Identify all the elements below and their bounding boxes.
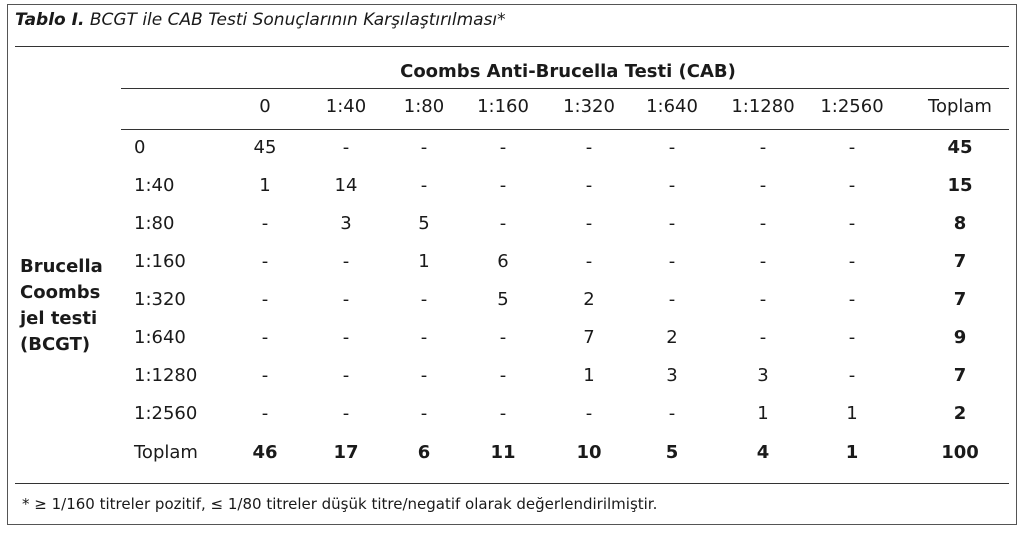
table-cell: - <box>668 403 676 424</box>
grand-total-cell: 100 <box>941 442 979 463</box>
table-cell: - <box>420 327 428 348</box>
row-label: 1:1280 <box>134 365 198 386</box>
table-cell: 3 <box>757 365 769 386</box>
table-cell: 6 <box>497 251 509 272</box>
row-label: 1:2560 <box>134 403 198 424</box>
row-total-cell: 7 <box>953 251 967 272</box>
column-total-cell: 11 <box>490 442 516 463</box>
table-cell: - <box>668 289 676 310</box>
side-label-line: jel testi <box>20 308 98 329</box>
table-cell: - <box>420 403 428 424</box>
row-total-cell: 7 <box>953 365 967 386</box>
table-cell: - <box>848 251 856 272</box>
table-cell: - <box>342 289 350 310</box>
table-cell: - <box>668 137 676 158</box>
table-cell: - <box>342 251 350 272</box>
column-header: 1:320 <box>563 96 615 117</box>
column-header: 1:40 <box>325 96 367 117</box>
column-header: 1:160 <box>477 96 529 117</box>
table-cell: - <box>759 137 767 158</box>
table-cell: - <box>499 137 507 158</box>
table-cell: - <box>668 175 676 196</box>
table-cell: 45 <box>253 137 277 158</box>
row-label: 0 <box>134 137 146 158</box>
table-cell: 3 <box>340 213 352 234</box>
row-label: 1:320 <box>134 289 186 310</box>
column-total-cell: 1 <box>845 442 859 463</box>
table-cell: - <box>342 365 350 386</box>
table-cell: - <box>261 213 269 234</box>
row-label: 1:40 <box>134 175 175 196</box>
table-cell: - <box>585 403 593 424</box>
table-cell: 1 <box>846 403 858 424</box>
row-total-cell: 2 <box>953 403 967 424</box>
table-cell: - <box>848 137 856 158</box>
column-total-cell: 17 <box>333 442 359 463</box>
table-cell: 1 <box>583 365 595 386</box>
table-cell: - <box>499 365 507 386</box>
table-cell: - <box>848 365 856 386</box>
table-cell: - <box>848 289 856 310</box>
table-cell: - <box>261 327 269 348</box>
table-cell: - <box>261 251 269 272</box>
table-cell: - <box>759 289 767 310</box>
table-cell: - <box>342 137 350 158</box>
column-header: 1:2560 <box>820 96 884 117</box>
table-cell: 2 <box>666 327 678 348</box>
side-label-line: (BCGT) <box>20 334 91 355</box>
table-cell: - <box>848 175 856 196</box>
column-header: 1:1280 <box>731 96 795 117</box>
table-cell: - <box>499 175 507 196</box>
table-cell: - <box>759 327 767 348</box>
table-cell: 1 <box>259 175 271 196</box>
table-cell: - <box>759 251 767 272</box>
column-total-cell: 10 <box>576 442 602 463</box>
column-total-cell: 46 <box>252 442 278 463</box>
table-cell: - <box>848 327 856 348</box>
table-cell: - <box>420 175 428 196</box>
table-cell: 3 <box>666 365 678 386</box>
table-cell: - <box>342 403 350 424</box>
column-total-cell: 5 <box>665 442 679 463</box>
totals-row-label: Toplam <box>134 442 198 463</box>
caption-text: BCGT ile CAB Testi Sonuçlarının Karşılaştırılması* <box>89 10 506 30</box>
table-cell: - <box>585 175 593 196</box>
table-cell: 1 <box>418 251 430 272</box>
column-header: 0 <box>259 96 271 117</box>
cab-group-header: Coombs Anti-Brucella Testi (CAB) <box>400 61 736 82</box>
row-label: 1:80 <box>134 213 175 234</box>
table-cell: - <box>342 327 350 348</box>
table-caption <box>15 10 506 30</box>
table-cell: 1 <box>757 403 769 424</box>
row-total-cell: 9 <box>953 327 967 348</box>
caption-rule <box>15 46 1009 47</box>
table-cell: - <box>668 251 676 272</box>
table-cell: - <box>759 175 767 196</box>
table-cell: - <box>261 403 269 424</box>
table-cell: - <box>420 365 428 386</box>
table-cell: - <box>585 251 593 272</box>
column-total-cell: 6 <box>417 442 431 463</box>
table-cell: - <box>420 289 428 310</box>
table-cell: 14 <box>334 175 358 196</box>
row-total-cell: 8 <box>953 213 967 234</box>
caption-label: Tablo I. <box>15 10 85 30</box>
column-header-rule <box>121 129 1009 130</box>
side-label-line: Coombs <box>20 282 101 303</box>
table-cell: 7 <box>583 327 595 348</box>
column-header: 1:640 <box>646 96 698 117</box>
table-cell: - <box>759 213 767 234</box>
column-total-cell: 4 <box>756 442 770 463</box>
table-cell: - <box>420 137 428 158</box>
side-label-line: Brucella <box>20 256 103 277</box>
footer-rule <box>15 483 1009 484</box>
table-cell: - <box>585 213 593 234</box>
bcgt-side-label <box>20 254 103 358</box>
row-label: 1:640 <box>134 327 186 348</box>
table-cell: - <box>585 137 593 158</box>
table-cell: - <box>848 213 856 234</box>
table-cell: - <box>499 327 507 348</box>
row-total-cell: 45 <box>947 137 973 158</box>
group-header-rule <box>121 88 1009 89</box>
column-header: Toplam <box>928 96 992 117</box>
row-label: 1:160 <box>134 251 186 272</box>
table-frame <box>7 4 1017 525</box>
table-cell: - <box>261 365 269 386</box>
column-header: 1:80 <box>403 96 445 117</box>
row-total-cell: 15 <box>947 175 973 196</box>
table-cell: - <box>499 213 507 234</box>
table-cell: - <box>499 403 507 424</box>
table-cell: 5 <box>497 289 509 310</box>
table-cell: - <box>261 289 269 310</box>
row-total-cell: 7 <box>953 289 967 310</box>
table-cell: 2 <box>583 289 595 310</box>
table-footnote: * ≥ 1/160 titreler pozitif, ≤ 1/80 titreler düşük titre/negatif olarak değerlendirilmiştir. <box>22 495 658 513</box>
table-cell: - <box>668 213 676 234</box>
table-cell: 5 <box>418 213 430 234</box>
